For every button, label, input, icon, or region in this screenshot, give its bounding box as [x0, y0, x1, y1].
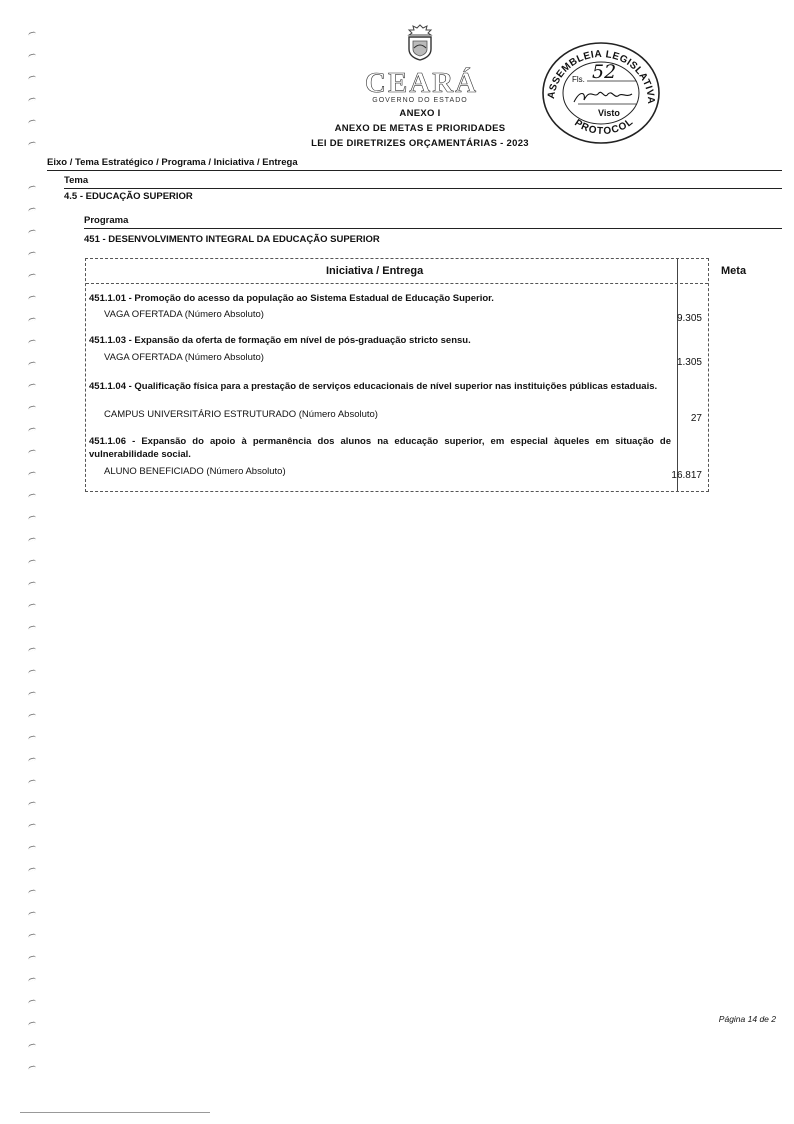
entrega-label: CAMPUS UNIVERSITÁRIO ESTRUTURADO (Número Absoluto)	[104, 409, 378, 420]
header-meta: Meta	[721, 265, 747, 277]
page-number: Página 14 de 2	[718, 1014, 776, 1024]
state-logo	[365, 22, 479, 104]
stamp-ring-text: ASSEMBLEIA LEGISLATIVA	[546, 48, 657, 105]
iniciativa-title: 451.1.01 - Promoção do acesso da população ao Sistema Estadual de Educação Superior.	[89, 293, 494, 304]
annex-subtitle: ANEXO DE METAS E PRIORIDADES	[334, 123, 506, 134]
law-title: LEI DE DIRETRIZES ORÇAMENTÁRIAS - 2023	[311, 138, 529, 149]
programa-divider	[84, 228, 782, 229]
breadcrumb-divider	[47, 170, 782, 171]
programa-label: Programa	[84, 215, 129, 226]
entrega-label: VAGA OFERTADA (Número Absoluto)	[104, 352, 264, 363]
iniciativa-title: 451.1.06 - Expansão do apoio à permanência dos alunos na educação superior, em especial àqueles em situação de vulnerabilidade social.	[89, 436, 671, 460]
tema-divider	[64, 188, 782, 189]
stamp-bottom-text: PROTOCOL	[572, 116, 636, 138]
iniciativa-title: 451.1.04 - Qualificação física para a prestação de serviços educacionais de nível superior nas instituições públicas estaduais.	[89, 381, 658, 392]
stamp-visto: Visto	[598, 108, 620, 118]
tema-value: 4.5 - EDUCAÇÃO SUPERIOR	[64, 191, 193, 202]
iniciativa-title: 451.1.03 - Expansão da oferta de formação em nível de pós-graduação stricto sensu.	[89, 335, 471, 346]
government-label: GOVERNO DO ESTADO	[372, 97, 468, 104]
state-name: CEARÁ	[365, 67, 479, 99]
protocol-stamp	[540, 40, 662, 146]
breadcrumb: Eixo / Tema Estratégico / Programa / Iniciativa / Entrega	[47, 157, 298, 168]
header-iniciativa: Iniciativa / Entrega	[326, 265, 424, 277]
goals-table	[85, 258, 747, 492]
tema-label: Tema	[64, 175, 89, 186]
meta-value: 1.305	[676, 357, 702, 368]
stamp-fls-label: Fls.	[572, 75, 585, 84]
binder-marks	[24, 18, 44, 1098]
entrega-label: ALUNO BENEFICIADO (Número Absoluto)	[104, 466, 286, 477]
handwritten-signature	[574, 92, 632, 102]
meta-value: 16.817	[671, 470, 702, 481]
bottom-rule	[20, 1112, 210, 1113]
stamp-fls-number: 52	[592, 61, 617, 83]
entrega-label: VAGA OFERTADA (Número Absoluto)	[104, 309, 264, 320]
meta-value: 9.305	[676, 313, 702, 324]
meta-value: 27	[690, 413, 702, 424]
programa-value: 451 - DESENVOLVIMENTO INTEGRAL DA EDUCAÇÃO SUPERIOR	[84, 234, 380, 245]
column-divider	[677, 259, 678, 491]
annex-title: ANEXO I	[399, 108, 441, 119]
table-header-divider	[86, 283, 708, 284]
coat-of-arms-icon	[400, 22, 440, 62]
